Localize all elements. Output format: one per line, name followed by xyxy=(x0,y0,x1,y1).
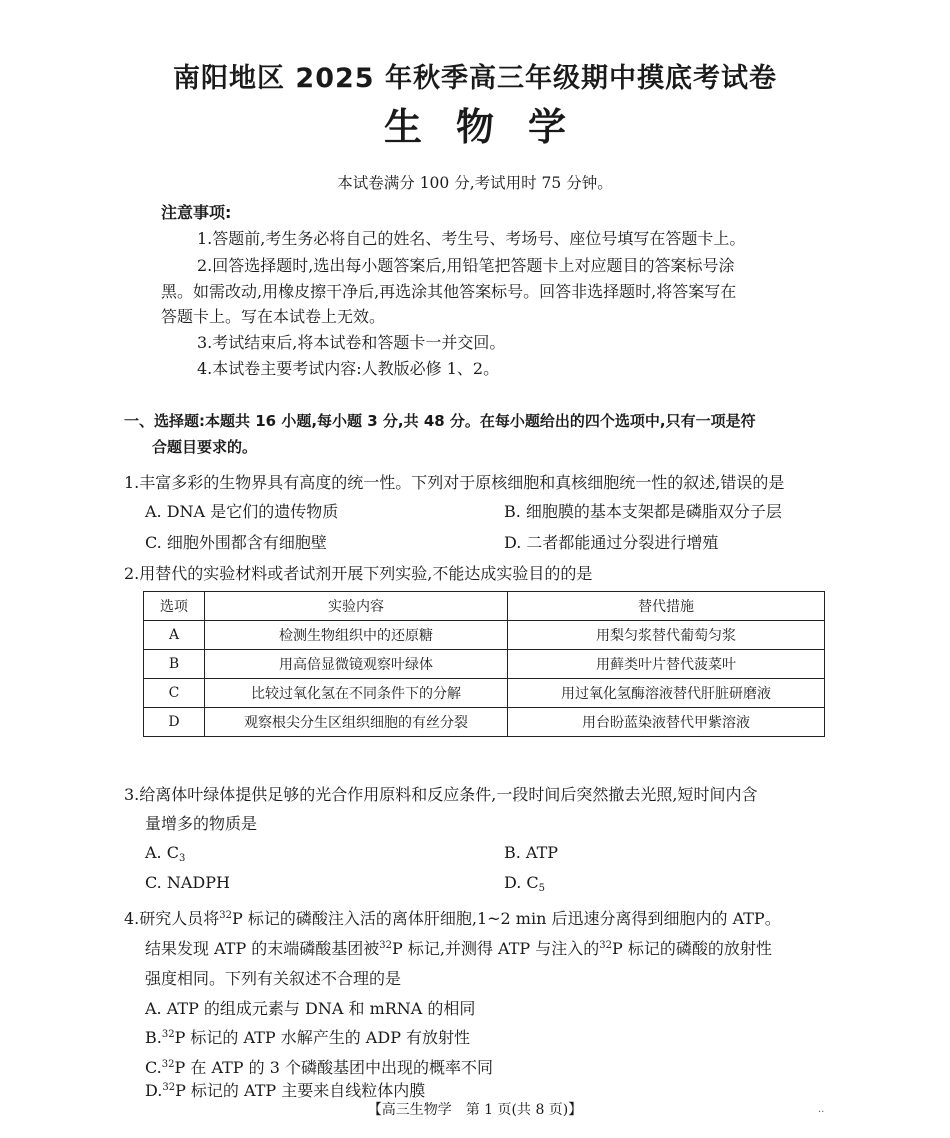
q3-option-d: D. $C_5$ xyxy=(504,873,546,894)
question-3-stem: 3.给离体叶绿体提供足够的光合作用原料和反应条件,一段时间后突然撤去光照,短时间内含 xyxy=(124,785,758,804)
table-cell: 用台盼蓝染液替代甲紫溶液 xyxy=(508,708,825,737)
table-cell: 用高倍显微镜观察叶绿体 xyxy=(205,650,508,679)
q1-option-d: D. 二者都能通过分裂进行增殖 xyxy=(504,533,719,552)
table-header: 替代措施 xyxy=(508,592,825,621)
section-heading: 一、选择题:本题共 16 小题,每小题 3 分,共 48 分。在每小题给出的四个选项中,只有一项是符 xyxy=(124,412,756,430)
table-cell: B xyxy=(144,650,205,679)
table-header: 选项 xyxy=(144,592,205,621)
notice-line: 3.考试结束后,将本试卷和答题卡一并交回。 xyxy=(197,333,506,352)
experiment-table xyxy=(143,591,825,737)
q4-option-a: A. ATP 的组成元素与 DNA 和 mRNA 的相同 xyxy=(145,999,476,1018)
table-cell: A xyxy=(144,621,205,650)
q4-option-c: C.$^{32}$P 在 ATP 的 3 个磷酸基团中出现的概率不同 xyxy=(145,1058,493,1077)
q1-option-b: B. 细胞膜的基本支架都是磷脂双分子层 xyxy=(504,502,782,521)
question-3-stem-cont: 量增多的物质是 xyxy=(145,814,258,833)
section-heading-cont: 合题目要求的。 xyxy=(152,438,258,456)
table-cell: 用过氧化氢酶溶液替代肝脏研磨液 xyxy=(508,679,825,708)
table-cell: 用梨匀浆替代葡萄匀浆 xyxy=(508,621,825,650)
q3-option-a: A. $C_3$ xyxy=(145,843,186,864)
table-header: 实验内容 xyxy=(205,592,508,621)
table-cell: 用藓类叶片替代菠菜叶 xyxy=(508,650,825,679)
table-row xyxy=(144,650,825,679)
page-footer: 【高三生物学 第 1 页(共 8 页)】 xyxy=(367,1102,583,1118)
question-4-line-2: 结果发现 ATP 的末端磷酸基团被$^{32}$P 标记,并测得 ATP 与注入的$^{32}$P 标记的磷酸的放射性 xyxy=(145,939,772,958)
q3-option-c: C. NADPH xyxy=(145,873,230,892)
q4-option-d: D.$^{32}$P 标记的 ATP 主要来自线粒体内膜 xyxy=(145,1081,426,1100)
notice-line: 4.本试卷主要考试内容:人教版必修 1、2。 xyxy=(197,359,500,378)
notice-heading: 注意事项: xyxy=(161,203,232,222)
notice-line: 2.回答选择题时,选出每小题答案后,用铅笔把答题卡上对应题目的答案标号涂 xyxy=(197,256,735,275)
exam-meta: 本试卷满分 100 分,考试用时 75 分钟。 xyxy=(337,174,613,192)
table-row xyxy=(144,621,825,650)
question-2-stem: 2.用替代的实验材料或者试剂开展下列实验,不能达成实验目的的是 xyxy=(124,564,593,583)
table-row xyxy=(144,679,825,708)
notice-line: 黑。如需改动,用橡皮擦干净后,再选涂其他答案标号。回答非选择题时,将答案写在 xyxy=(161,282,737,301)
question-4-line-1: 4.研究人员将$^{32}$P 标记的磷酸注入活的离体肝细胞,1~2 min 后迅速分离得到细胞内的 ATP。 xyxy=(124,909,781,928)
question-4-line-3: 强度相同。下列有关叙述不合理的是 xyxy=(145,969,402,988)
subject-title: 生物学 xyxy=(383,105,600,149)
table-cell: D xyxy=(144,708,205,737)
notice-line: 答题卡上。写在本试卷上无效。 xyxy=(161,307,386,326)
table-header-row xyxy=(144,592,825,621)
table-row xyxy=(144,708,825,737)
q3-option-b: B. ATP xyxy=(504,843,559,862)
table-cell: 观察根尖分生区组织细胞的有丝分裂 xyxy=(205,708,508,737)
q1-option-a: A. DNA 是它们的遗传物质 xyxy=(145,502,339,521)
table-cell: C xyxy=(144,679,205,708)
table-cell: 比较过氧化氢在不同条件下的分解 xyxy=(205,679,508,708)
corner-mark: .. xyxy=(818,1104,825,1115)
q4-option-b: B.$^{32}$P 标记的 ATP 水解产生的 ADP 有放射性 xyxy=(145,1028,471,1047)
q1-option-c: C. 细胞外围都含有细胞壁 xyxy=(145,533,327,552)
table-cell: 检测生物组织中的还原糖 xyxy=(205,621,508,650)
question-1-stem: 1.丰富多彩的生物界具有高度的统一性。下列对于原核细胞和真核细胞统一性的叙述,错误的是 xyxy=(124,473,785,492)
exam-title: 南阳地区 2025 年秋季高三年级期中摸底考试卷 xyxy=(173,63,777,94)
notice-line: 1.答题前,考生务必将自己的姓名、考生号、考场号、座位号填写在答题卡上。 xyxy=(197,229,746,248)
